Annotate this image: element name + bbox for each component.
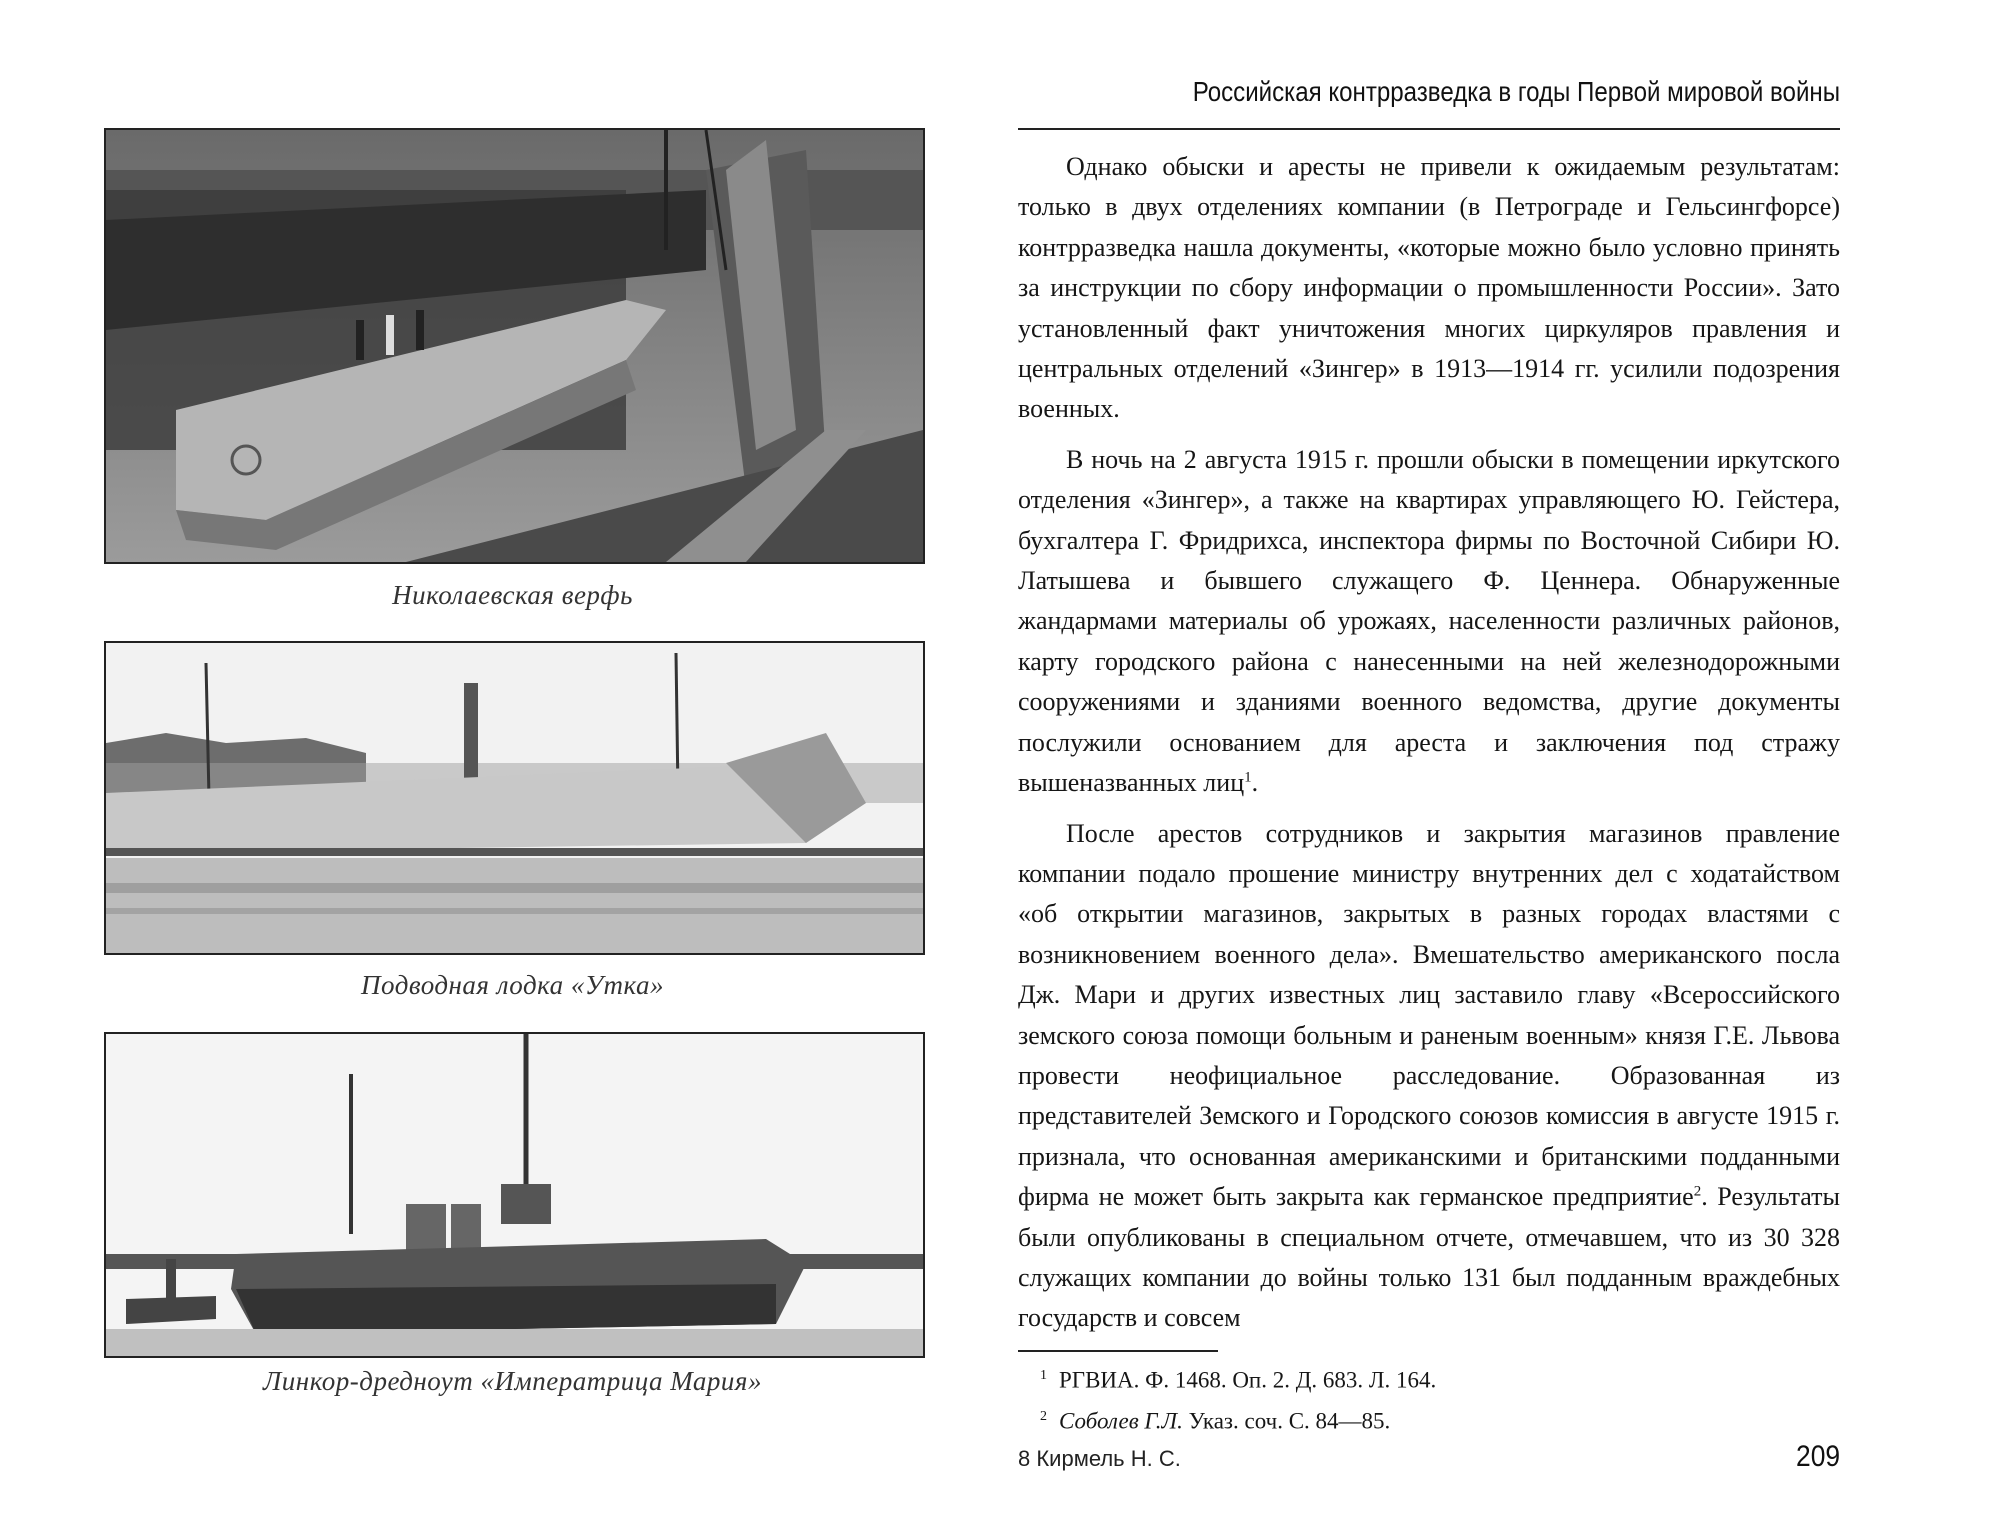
signature-mark: 8 Кирмель Н. С.: [1018, 1446, 1181, 1471]
body-text: [1018, 147, 1840, 1349]
footnote-ref-1[interactable]: 1: [1244, 769, 1252, 786]
paragraph-3-end: . Результаты были опубликованы в специальном отчете, отмечавшем, что из 30 328 служащих компании до войны только 131 был подданным враждебных государств и совсем: [1018, 1182, 1840, 1333]
footnote-1: [1040, 1358, 1840, 1399]
paragraph-2: [1018, 440, 1840, 804]
footnote-2: [1040, 1399, 1840, 1440]
paragraph-3: [1018, 814, 1840, 1339]
photo-nikolaev-shipyard: [104, 128, 925, 564]
footnote-rule: [1018, 1350, 1218, 1352]
photo-dreadnought-imperatritsa-maria: [104, 1032, 925, 1358]
footnotes: [1040, 1358, 1840, 1439]
footnote-mark: 2: [1040, 1408, 1047, 1424]
footnote-ref-2[interactable]: 2: [1693, 1183, 1702, 1200]
figure-caption-3: Линкор-дредноут «Императрица Мария»: [263, 1366, 762, 1396]
footnote-text: Указ. соч. С. 84—85.: [1182, 1408, 1391, 1434]
footnote-mark: 1: [1040, 1368, 1047, 1383]
page-number: 209: [1795, 1440, 1840, 1473]
figure-caption-1: Николаевская верфь: [392, 580, 633, 610]
paragraph-3-text: После арестов сотрудников и закрытия магазинов правление компании подало прошение министру внутренних дел с ходатайством «об открытии магазинов, закрытых в разных городах властями с возникновением военного дела». Вмешательство американского посла Дж. Мари и других известных лиц заставило главу «Всероссийского земского союза помощи больным и раненым военным» князя Г.Е. Львова провести неофициальное расследование. Образованная из представителей Земского и Городского союзов комиссия в августе 1915 г. признала, что основанная американскими и британскими подданными фирма не может быть закрыта как германское предприятие: [1018, 818, 1840, 1212]
footnote-text: РГВИА. Ф. 1468. Оп. 2. Д. 683. Л. 164.: [1059, 1367, 1437, 1393]
paragraph-2-text: В ночь на 2 августа 1915 г. прошли обыски в помещении иркутского отделения «Зингер», а также на квартирах управляющего Ю. Гейстера, бухгалтера Г. Фридрихса, инспектора фирмы по Восточной Сибири Ю. Латышева и бывшего служащего Ф. Ценнера. Обнаруженные жандармами материалы об урожаях, населенности различных районов, карту городского района с нанесенными на ней железнодорожными сооружениями и зданиями военного ведомства, другие документы послужили основанием для ареста и заключения под стражу вышеназванных лиц: [1018, 444, 1840, 798]
footnote-author: Соболев Г.Л.: [1059, 1408, 1183, 1434]
running-title: Российская контрразведка в годы Первой мировой войны: [1192, 76, 1840, 107]
figure-caption-2: Подводная лодка «Утка»: [361, 970, 664, 1000]
paragraph-1: Однако обыски и аресты не привели к ожидаемым результатам: только в двух отделениях компании (в Петрограде и Гельсингфорсе) контрразведка нашла документы, «которые можно было условно принять за инструкции по сбору информации о промышленности России». Зато установленный факт уничтожения многих циркуляров правления и центральных отделений «Зингер» в 1913—1914 гг. усилили подозрения военных.: [1018, 152, 1840, 424]
photo-submarine-utka: [104, 641, 925, 955]
header-rule: [1018, 128, 1840, 130]
paragraph-2-end: .: [1251, 768, 1259, 798]
